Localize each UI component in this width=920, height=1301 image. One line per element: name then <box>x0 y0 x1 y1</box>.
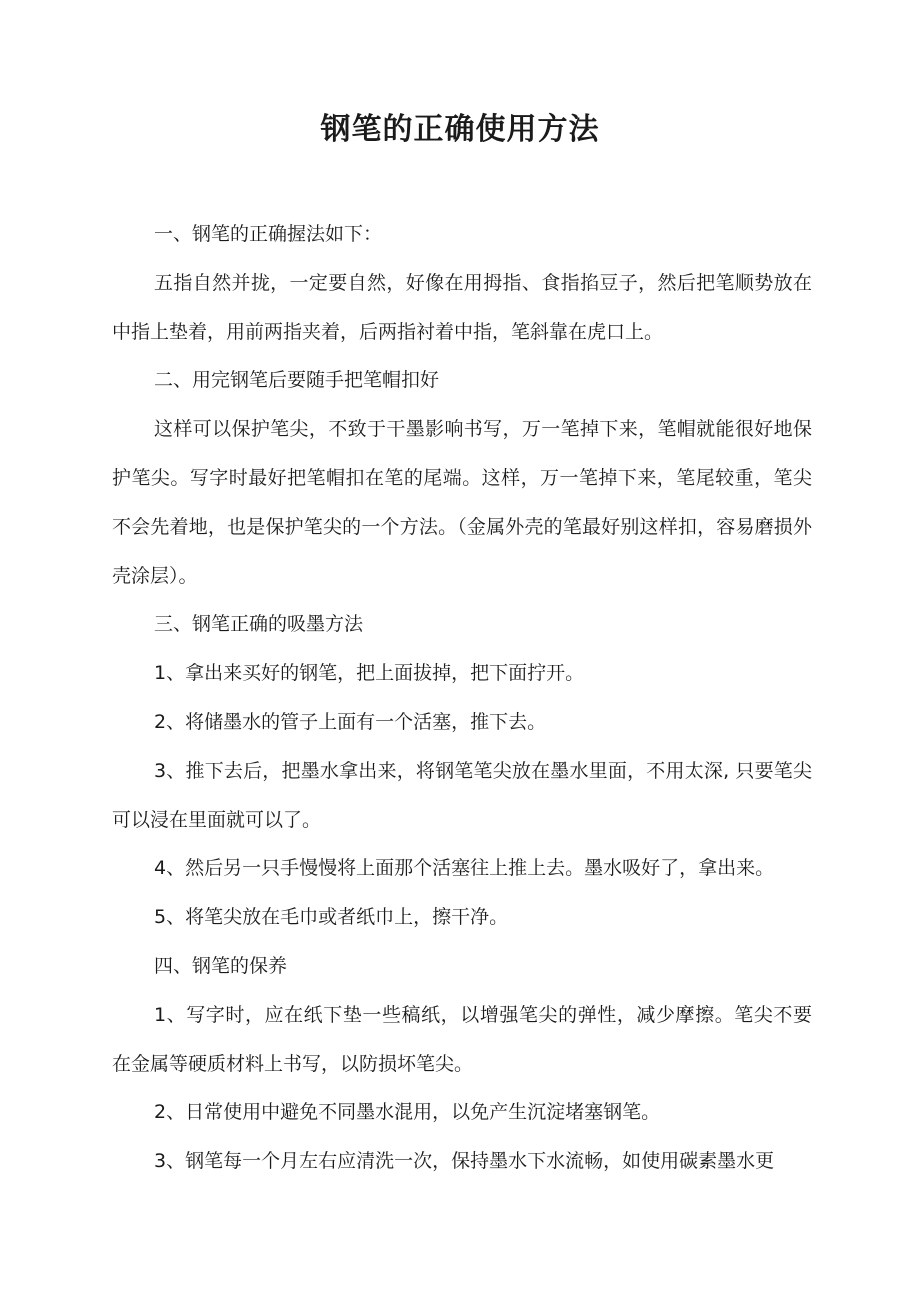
ink-step-4: 4、然后另一只手慢慢将上面那个活塞往上推上去。墨水吸好了，拿出来。 <box>154 857 775 880</box>
section-heading-ink-filling: 三、钢笔正确的吸墨方法 <box>154 613 364 636</box>
ink-step-1: 1、拿出来买好的钢笔，把上面拔掉，把下面拧开。 <box>154 662 585 685</box>
maintenance-item-1: 1、写字时，应在纸下垫一些稿纸，以增强笔尖的弹性，减少摩擦。笔尖不要在金属等硬质材料上书写，以防损坏笔尖。 <box>112 1003 812 1075</box>
maintenance-item-3: 3、钢笔每一个月左右应清洗一次，保持墨水下水流畅，如使用碳素墨水更 <box>154 1150 775 1173</box>
document-body <box>112 210 812 1186</box>
maintenance-item-2: 2、日常使用中避免不同墨水混用，以免产生沉淀堵塞钢笔。 <box>154 1101 661 1124</box>
section-heading-cap: 二、用完钢笔后要随手把笔帽扣好 <box>154 369 440 392</box>
paragraph-cap-description: 这样可以保护笔尖，不致于干墨影响书写，万一笔掉下来，笔帽就能很好地保护笔尖。写字时最好把笔帽扣在笔的尾端。这样，万一笔掉下来，笔尾较重，笔尖不会先着地，也是保护笔尖的一个方法。（金属外壳的笔最好别这样扣，容易磨损外壳涂层）。 <box>112 418 812 587</box>
document-title: 钢笔的正确使用方法 <box>320 112 600 147</box>
ink-step-2: 2、将储墨水的管子上面有一个活塞，推下去。 <box>154 710 547 733</box>
section-heading-maintenance: 四、钢笔的保养 <box>154 954 288 977</box>
section-heading-grip: 一、钢笔的正确握法如下： <box>154 223 383 245</box>
ink-step-5: 5、将笔尖放在毛巾或者纸巾上，擦干净。 <box>154 906 509 929</box>
paragraph-grip-description: 五指自然并拢，一定要自然，好像在用拇指、食指掐豆子，然后把笔顺势放在中指上垫着，用前两指夹着，后两指衬着中指，笔斜靠在虎口上。 <box>112 271 812 343</box>
ink-step-3: 3、推下去后，把墨水拿出来，将钢笔笔尖放在墨水里面，不用太深, 只要笔尖可以浸在里面就可以了。 <box>112 759 812 831</box>
